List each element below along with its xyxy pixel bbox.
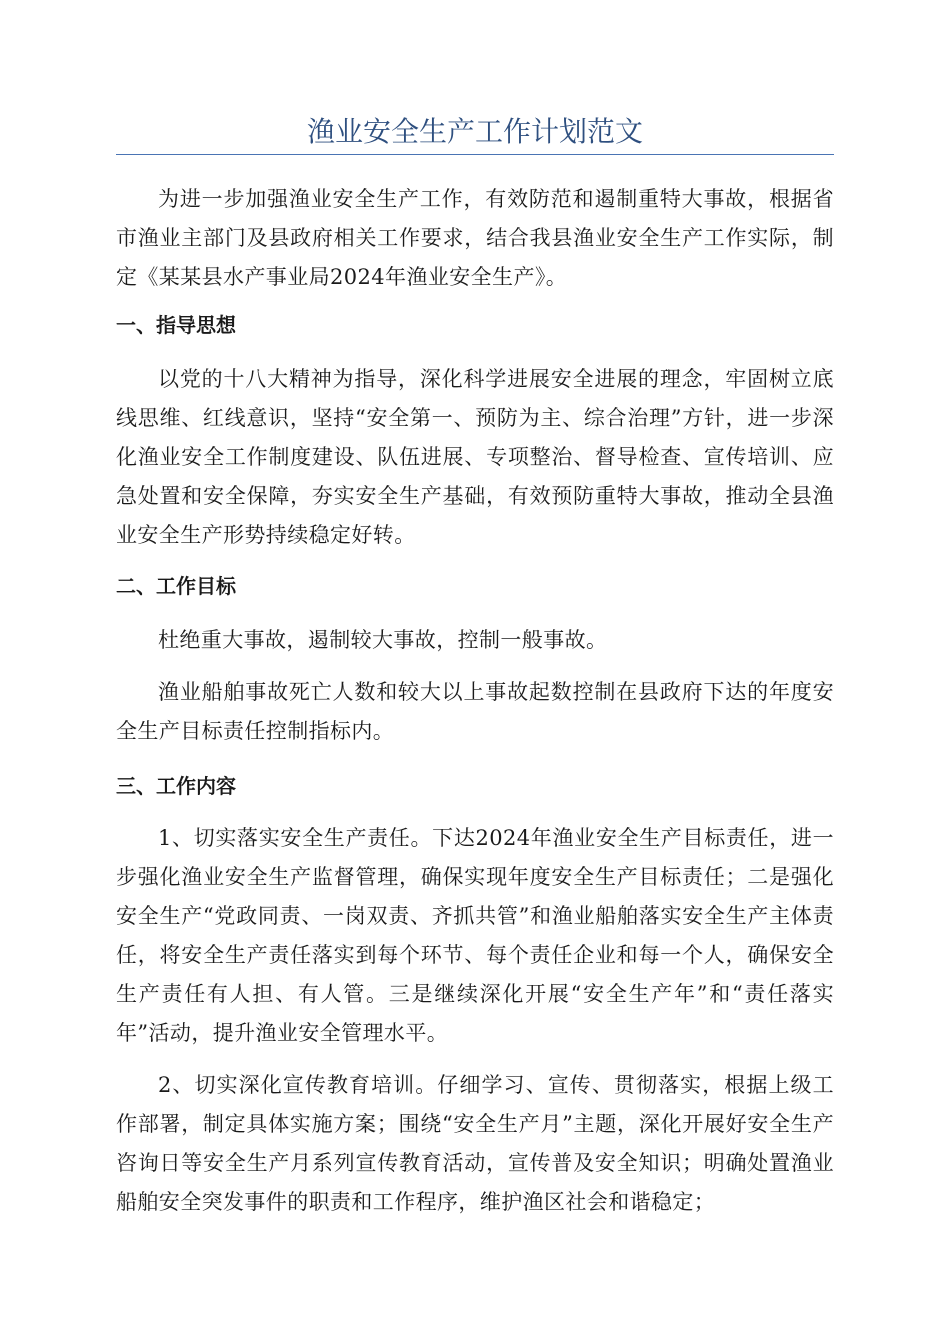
guiding-thought-paragraph: 以党的十八大精神为指导，深化科学进展安全进展的理念，牢固树立底线思维、红线意识，坚持“安全第一、预防为主、综合治理”方针，进一步深化渔业安全工作制度建设、队伍进展、专项整治、督导检查、宣传培训、应急处置和安全保障，夯实安全生产基础，有效预防重特大事故，推动全县渔业安全生产形势持续稳定好转。 [116, 367, 834, 547]
work-content-item-1: 1、切实落实安全生产责任。下达2024年渔业安全生产目标责任，进一步强化渔业安全生产监督管理，确保实现年度安全生产目标责任；二是强化安全生产“党政同责、一岗双责、齐抓共管”和渔业船舶落实安全生产主体责任，将安全生产责任落实到每个环节、每个责任企业和每一个人，确保安全生产责任有人担、有人管。三是继续深化开展“安全生产年”和“责任落实年”活动，提升渔业安全管理水平。 [116, 826, 834, 1045]
section-heading-work-goals: 二、工作目标 [116, 574, 236, 598]
title-underline [116, 154, 834, 155]
section-heading-guiding-thought: 一、指导思想 [116, 313, 236, 337]
work-goals-paragraph-1: 杜绝重大事故，遏制较大事故，控制一般事故。 [158, 628, 608, 652]
intro-paragraph: 为进一步加强渔业安全生产工作，有效防范和遏制重特大事故，根据省市渔业主部门及县政府相关工作要求，结合我县渔业安全生产工作实际，制定《某某县水产事业局2024年渔业安全生产》。 [116, 187, 834, 289]
work-goals-paragraph-2: 渔业船舶事故死亡人数和较大以上事故起数控制在县政府下达的年度安全生产目标责任控制指标内。 [116, 680, 834, 743]
section-heading-work-content: 三、工作内容 [116, 774, 236, 798]
document-title: 渔业安全生产工作计划范文 [306, 115, 643, 148]
work-content-item-2: 2、切实深化宣传教育培训。仔细学习、宣传、贯彻落实，根据上级工作部署，制定具体实施方案；围绕“安全生产月”主题，深化开展好安全生产咨询日等安全生产月系列宣传教育活动，宣传普及安全知识；明确处置渔业船舶安全突发事件的职责和工作程序，维护渔区社会和谐稳定； [116, 1073, 834, 1214]
